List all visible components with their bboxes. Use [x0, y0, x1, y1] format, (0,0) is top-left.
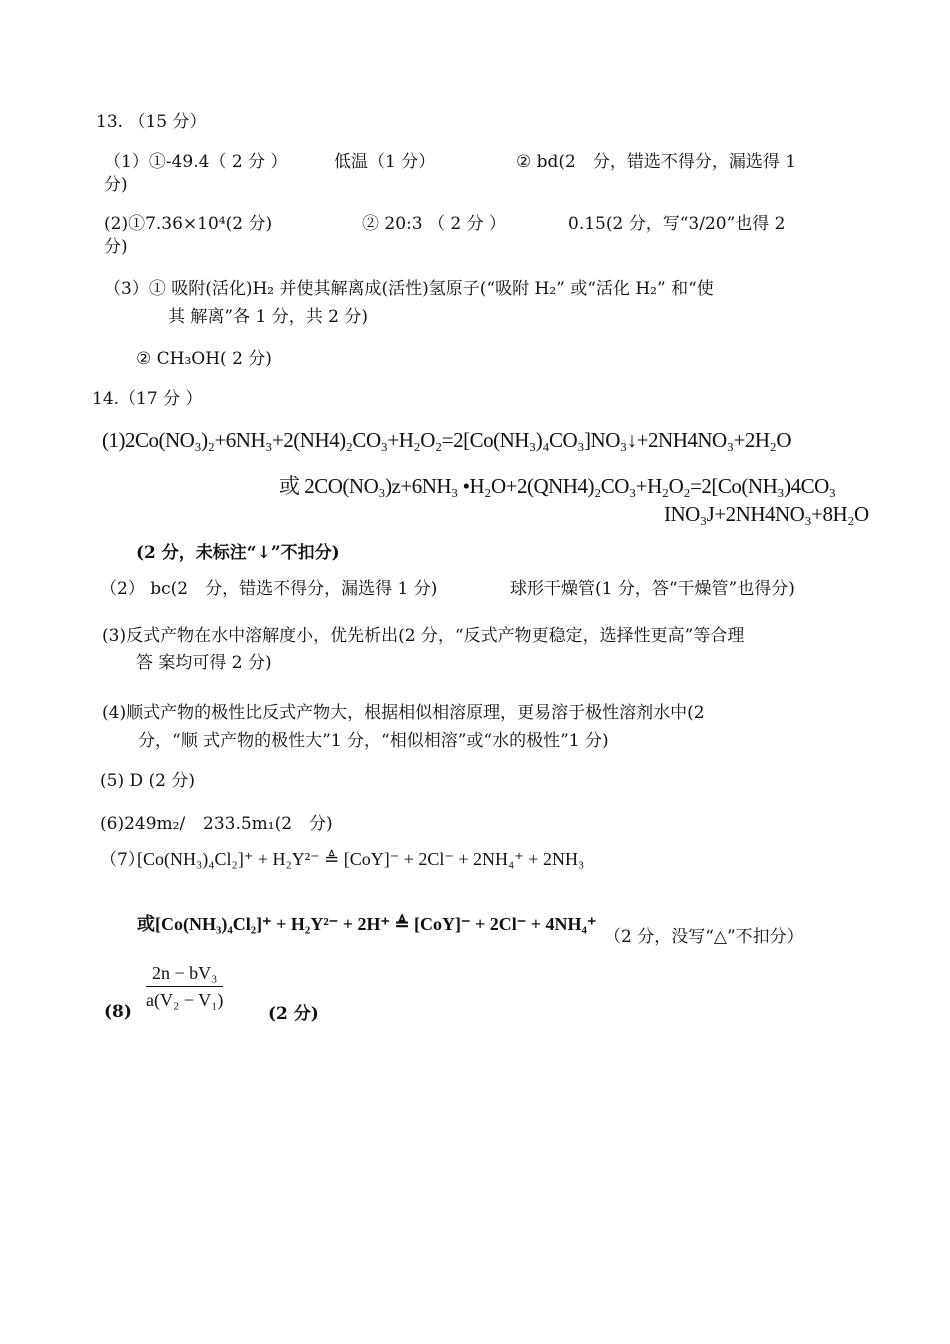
q13-part2-ratio: ② 20:3 （ 2 分 ） [362, 214, 507, 234]
q14-part6-term2: 233.5m₁(2 分) [203, 814, 333, 834]
q14-part7-equation-2: 或[Co(NH₃)₄Cl₂]⁺ + H₂Y²⁻ + 2H⁺ ≜ [CoY]⁻ + 2Cl⁻ + 4NH₄⁺ [137, 914, 597, 934]
q14-part8-score: (2 分) [268, 1004, 319, 1024]
q13-part3-answer2: ② CH₃OH( 2 分) [136, 349, 272, 369]
q13-part3-line2: 其 解离”各 1 分，共 2 分) [168, 307, 368, 327]
q13-part1-condition: 低温（1 分） [334, 152, 436, 172]
q14-equation-2-line1: 或 2CO(NO₃)z+6NH₃ •H₂O+2(QNH4)₂CO₃+H₂O₂=2[Co(NH₃)4CO₃ [279, 474, 836, 498]
q14-part4-line2: 分，“顺 式产物的极性大”1 分，“相似相溶”或“水的极性”1 分) [138, 731, 609, 751]
q14-part7-equation-1: [Co(NH₃)₄Cl₂]⁺ + H₂Y²⁻ ≜ [CoY]⁻ + 2Cl⁻ + 2NH₄⁺ + 2NH₃ [137, 849, 585, 869]
q14-part7-label: （7） [100, 850, 145, 870]
q14-equation-1: (1)2Co(NO₃)₂+6NH₃+2(NH4)₂CO₃+H₂O₂=2[Co(NH₃)₄CO₃]NO₃↓+2NH4NO₃+2H₂O [102, 428, 792, 452]
q14-part8-fraction [146, 963, 223, 1011]
q13-part1-answer: （1）①-49.4（ 2 分 ） [104, 152, 288, 172]
q14-part4-line1: (4)顺式产物的极性比反式产物大，根据相似相溶原理，更易溶于极性溶剂水中(2 [102, 703, 705, 723]
q13-part3-line1: （3）① 吸附(活化)H₂ 并使其解离成(活性)氢原子(“吸附 H₂” 或“活化 H₂” 和“使 [104, 279, 714, 299]
q14-part8-label: (8) [104, 1002, 132, 1022]
q13-header: 13. （15 分） [96, 112, 207, 132]
q13-part2-answer: (2)①7.36×10⁴(2 分) [104, 214, 273, 234]
q14-part5-answer: (5) D (2 分) [100, 771, 196, 791]
fraction-numerator: 2n − bV₃ [146, 963, 223, 987]
q14-equation-2-line2: INO₃J+2NH4NO₃+8H₂O [664, 502, 869, 526]
q14-part3-line1: (3)反式产物在水中溶解度小，优先析出(2 分，“反式产物更稳定，选择性更高”等合理 [102, 626, 745, 646]
q14-part6-term1: (6)249m₂/ [100, 814, 186, 834]
fraction-denominator: a(V₂ − V₁) [146, 990, 224, 1010]
q14-part3-line2: 答 案均可得 2 分) [136, 653, 272, 673]
q14-part2-apparatus: 球形干燥管(1 分，答“干燥管”也得分) [510, 579, 795, 599]
q14-part2-choice: （2） bc(2 分，错选不得分，漏选得 1 分) [100, 579, 438, 599]
q13-part1-choice: ② bd(2 分，错选不得分，漏选得 1 [516, 152, 797, 172]
q13-part2-value: 0.15(2 分，写“3/20”也得 2 [568, 214, 786, 234]
q14-part7-note: （2 分，没写“△”不扣分） [604, 927, 804, 947]
q14-part1-note: (2 分，未标注“↓”不扣分) [136, 543, 340, 563]
q14-header: 14.（17 分 ） [92, 389, 203, 409]
q13-part2-tail: 分) [104, 237, 128, 257]
q13-part1-tail: 分) [104, 175, 128, 195]
